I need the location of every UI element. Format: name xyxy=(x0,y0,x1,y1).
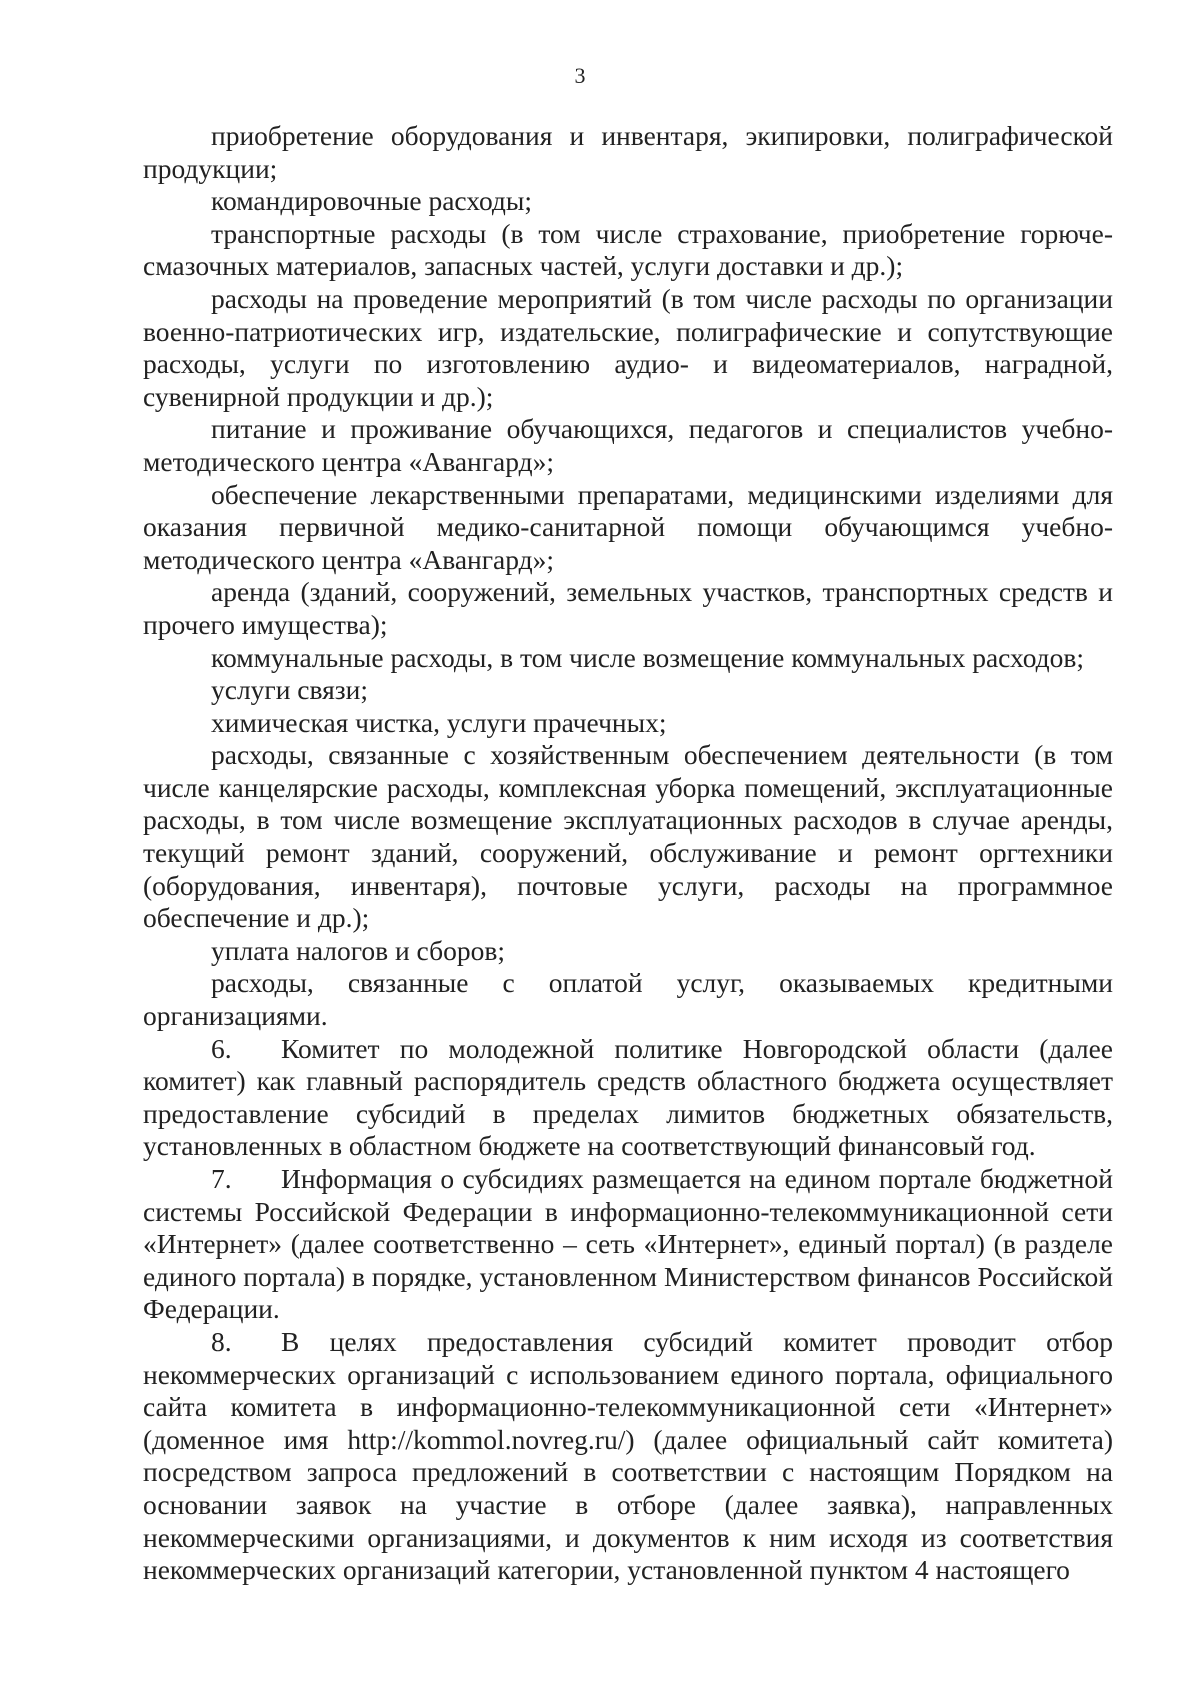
list-item-travel: командировочные расходы; xyxy=(211,185,533,217)
page-number: 3 xyxy=(574,63,586,88)
document-body xyxy=(143,120,1113,1587)
clause-number: 6. xyxy=(211,1032,232,1064)
clause-text: В целях предоставления субсидий комитет проводит отбор некоммерческих организаций с использованием единого портала, официального сайта комитета в информационно-телекоммуникационной сети «Интернет» (доменное имя http://kommol.novreg.ru/) (далее официальный сайт комитета) посредством запроса предложений в соответствии с настоящим Порядком на основании заявок на участие в отборе (далее заявка), направленных некоммерческими организациями, и документов к ним исходя из соответствия некоммерческих организаций категории, установленной пунктом 4 настоящего xyxy=(143,1325,1113,1586)
list-item-utilities: коммунальные расходы, в том числе возмещение коммунальных расходов; xyxy=(211,641,1085,673)
list-item-rent: аренда (зданий, сооружений, земельных участков, транспортных средств и прочего имущества); xyxy=(143,576,1113,640)
clause-number: 8. xyxy=(211,1325,232,1357)
clause-7 xyxy=(143,1163,1113,1326)
clause-6 xyxy=(143,1033,1113,1163)
list-item-transport: транспортные расходы (в том числе страхование, приобретение горюче-смазочных материалов, запасных частей, услуги доставки и др.); xyxy=(143,217,1113,282)
clause-text: Комитет по молодежной политике Новгородской области (далее комитет) как главный распорядитель средств областного бюджета осуществляет предоставление субсидий в пределах лимитов бюджетных обязательств, установленных в областном бюджете на соответствующий финансовый год. xyxy=(143,1032,1113,1162)
list-item-taxes: уплата налогов и сборов; xyxy=(211,934,505,966)
list-item-acquisition: приобретение оборудования и инвентаря, экипировки, полиграфической продукции; xyxy=(143,120,1113,184)
list-item-cleaning: химическая чистка, услуги прачечных; xyxy=(211,706,667,738)
list-item-medical: обеспечение лекарственными препаратами, медицинскими изделиями для оказания первичной медико-санитарной помощи обучающимся учебно-методического центра «Авангард»; xyxy=(143,478,1113,575)
clause-number: 7. xyxy=(211,1163,232,1194)
list-item-bank-fees: расходы, связанные с оплатой услуг, оказываемых кредитными организациями. xyxy=(143,967,1113,1032)
clause-text: Информация о субсидиях размещается на едином портале бюджетной системы Российской Федерации в информационно-телекоммуникационной сети «Интернет» (далее соответственно – сеть «Интернет», единый портал) (в разделе единого портала) в порядке, установленном Министерством финансов Российской Федерации. xyxy=(143,1163,1113,1325)
list-item-food-lodging: питание и проживание обучающихся, педагогов и специалистов учебно-методического центра «Авангард»; xyxy=(143,413,1113,477)
list-item-communication: услуги связи; xyxy=(211,674,368,706)
clause-8 xyxy=(143,1326,1113,1587)
list-item-events: расходы на проведение мероприятий (в том числе расходы по организации военно-патриотических игр, издательские, полиграфические и сопутствующие расходы, услуги по изготовлению аудио- и видеоматериалов, наградной, сувенирной продукции и др.); xyxy=(143,282,1113,412)
list-item-household: расходы, связанные с хозяйственным обеспечением деятельности (в том числе канцелярские расходы, комплексная уборка помещений, эксплуатационные расходы, в том числе возмещение эксплуатационных расходов в случае аренды, текущий ремонт зданий, сооружений, обслуживание и ремонт оргтехники (оборудования, инвентаря), почтовые услуги, расходы на программное обеспечение и др.); xyxy=(143,739,1113,934)
